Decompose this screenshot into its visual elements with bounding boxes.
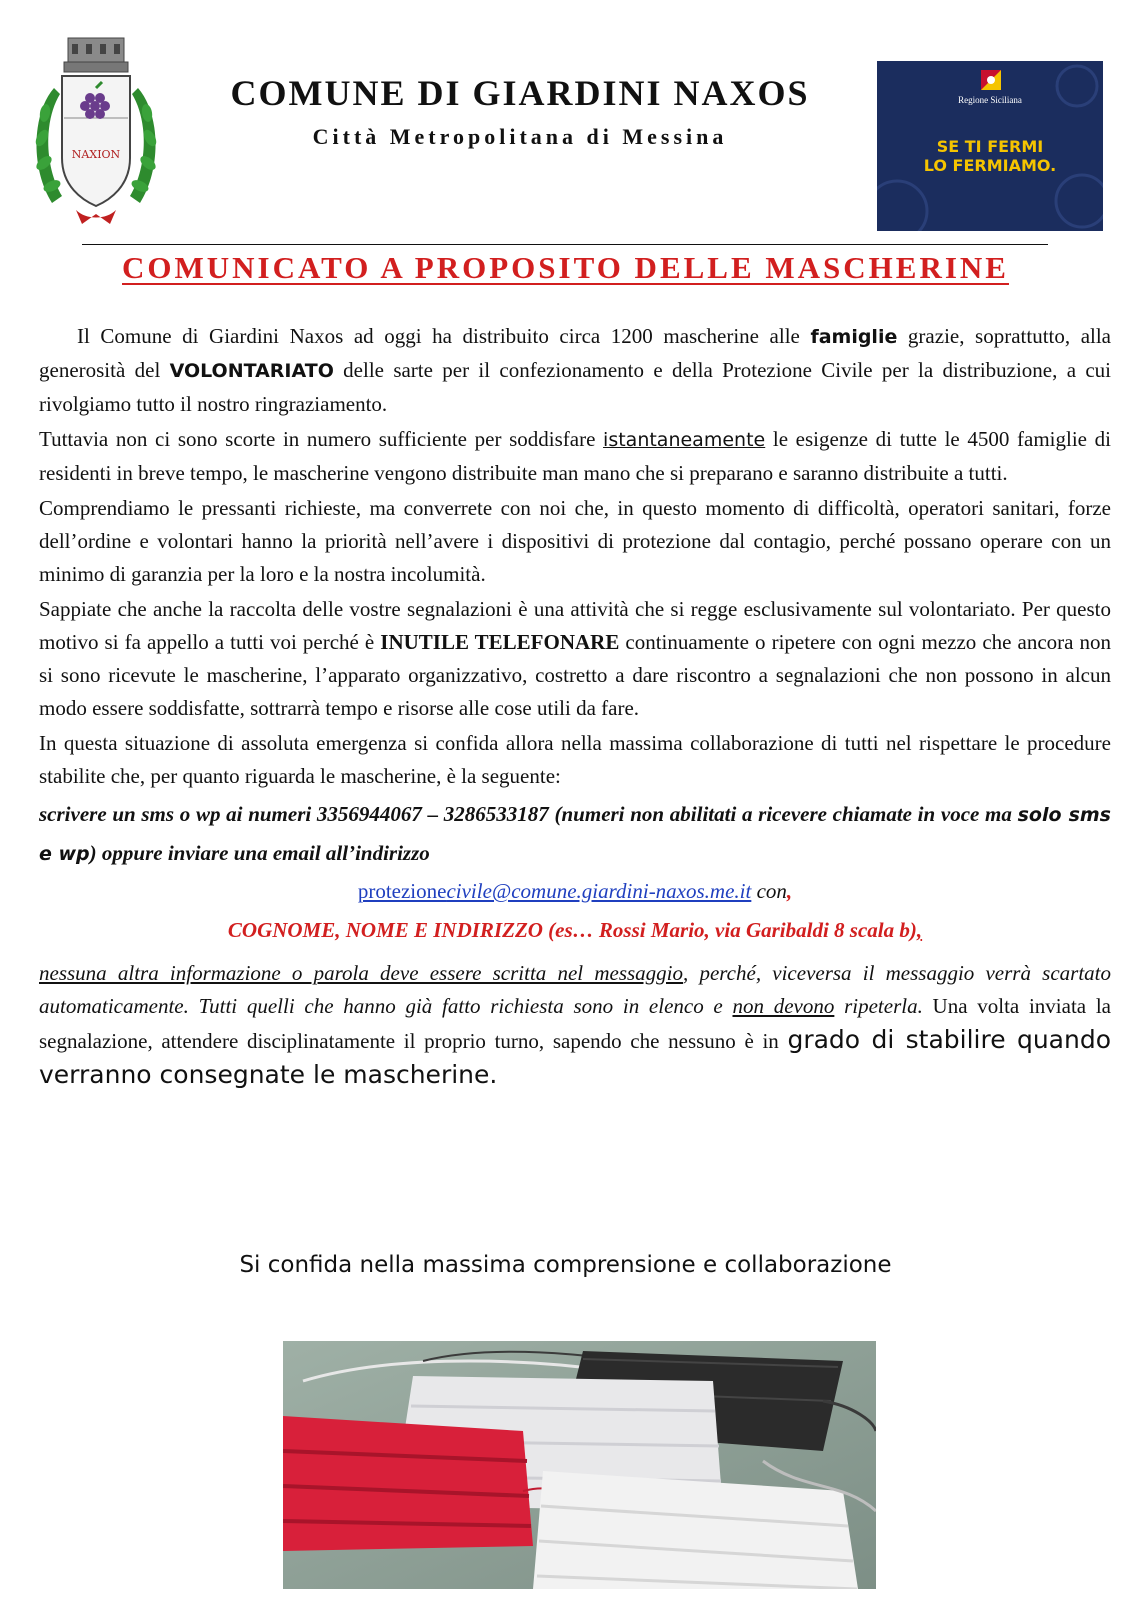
- paragraph-3: Comprendiamo le pressanti richieste, ma converrete con noi che, in questo momento di difficoltà, operatori sanitari, forze dell’ordine e volontari hanno la priorità nell’avere i dispositivi di protezione dal contagio, perché possano operare con un minimo di garanzia per la loro e la nostra incolumità.: [39, 496, 1111, 586]
- p1-volontariato: VOLONTARIATO: [169, 360, 334, 382]
- note-text-a: nessuna altra informazione o parola deve essere scritta nel messaggio: [39, 961, 684, 985]
- message-note: [39, 957, 1111, 1093]
- paragraph-1: [39, 320, 1111, 421]
- page-subtitle: Città Metropolitana di Messina: [312, 124, 728, 149]
- header-divider: [82, 244, 1048, 245]
- note-non-devono: non devono: [732, 994, 835, 1018]
- note-text-f: grado di stabilire quando verranno consegnate le mascherine.: [39, 1025, 1111, 1089]
- email-link-part1: protezione: [357, 879, 447, 903]
- p4-text-c: continuamente o ripetere con ogni mezzo che ancora non si sono ricevute le mascherine, l’apparato organizzativo, costretto a dare riscontro a segnalazioni che non possono in alcun modo essere soddisfatte, sottrarrà tempo e risorse alle cose utili da fare.: [39, 630, 1112, 720]
- announcement-heading: COMUNICATO A PROPOSITO DELLE MASCHERINE: [122, 250, 1009, 285]
- banner-slogan-line1: SE TI FERMI: [936, 137, 1044, 156]
- regione-banner: [877, 61, 1103, 231]
- contact-instructions: [39, 795, 1111, 873]
- note-text-b: , perché, viceversa il messaggio verrà scartato automaticamente. Tutti quelli che hanno già fatto richiesta sono in elenco e: [39, 961, 1111, 1018]
- note-text-d: ripeterla.: [834, 994, 933, 1018]
- paragraph-2: [39, 423, 1111, 490]
- crest-label: NAXION: [71, 148, 121, 161]
- p4-text-a: Sappiate che anche la raccolta delle vostre segnalazioni è una attività che si regge esclusivamente sul volontariato. Per questo motivo si fa appello a tutti voi perché è: [39, 597, 1111, 654]
- banner-region: Regione Siciliana: [958, 95, 1022, 105]
- email-link-part2: civile@comune.giardini-naxos.me.it: [446, 879, 752, 903]
- email-line: [39, 875, 1111, 908]
- page-title: COMUNE DI GIARDINI NAXOS: [230, 73, 810, 113]
- paragraph-4: [39, 593, 1111, 725]
- p1-text-a: Il Comune di Giardini Naxos ad oggi ha distribuito circa 1200 mascherine alle: [77, 324, 811, 348]
- p2-text-a: Tuttavia non ci sono scorte in numero sufficiente per soddisfare: [39, 427, 604, 451]
- instr-text-c: ) oppure inviare una email all’indirizzo: [89, 841, 430, 865]
- email-link[interactable]: [358, 879, 752, 903]
- closing-line: Si confida nella massima comprensione e collaborazione: [239, 1252, 892, 1278]
- email-con: con: [751, 879, 787, 903]
- banner-slogan: [877, 137, 1103, 175]
- p1-famiglie: famiglie: [810, 326, 898, 348]
- municipal-crest: [30, 28, 162, 228]
- required-fields-text: COGNOME, NOME E INDIRIZZO (es… Rossi Mario, via Garibaldi 8 scala b): [227, 918, 917, 942]
- regione-emblem-icon: [980, 69, 1002, 91]
- required-fields: [39, 914, 1111, 947]
- paragraph-5: In questa situazione di assoluta emergenza si confida allora nella massima collaborazione di tutti nel rispettare le procedure stabilite che, per quanto riguarda le mascherine, è la seguente:: [39, 731, 1111, 788]
- instr-solo-sms: solo sms e wp: [39, 804, 1111, 865]
- masks-photo: [283, 1341, 876, 1589]
- p2-istantaneamente: istantaneamente: [603, 429, 766, 451]
- required-fields-end: ,: [916, 918, 923, 942]
- banner-slogan-line2: LO FERMIAMO.: [923, 156, 1057, 175]
- email-comma: ,: [786, 879, 793, 903]
- p1-text-e: delle sarte per il confezionamento e della Protezione Civile per la distribuzione, a cui rivolgiamo tutto il nostro ringraziamento.: [39, 358, 1111, 416]
- note-text-e: Una volta inviata la segnalazione, attendere disciplinatamente il proprio turno, sapendo che nessuno è in: [39, 994, 1111, 1053]
- p1-text-c: grazie, soprattutto, alla generosità del: [39, 324, 1111, 382]
- p4-inutile-telefonare: INUTILE TELEFONARE: [380, 630, 620, 654]
- p2-text-c: le esigenze di tutte le 4500 famiglie di residenti in breve tempo, le mascherine vengono distribuite man mano che si preparano e saranno distribuite a tutti.: [39, 427, 1111, 485]
- instr-text-a: scrivere un sms o wp ai numeri 3356944067 – 3286533187 (numeri non abilitati a ricevere chiamate in voce ma: [39, 802, 1018, 826]
- announcement-body: [39, 320, 1111, 1095]
